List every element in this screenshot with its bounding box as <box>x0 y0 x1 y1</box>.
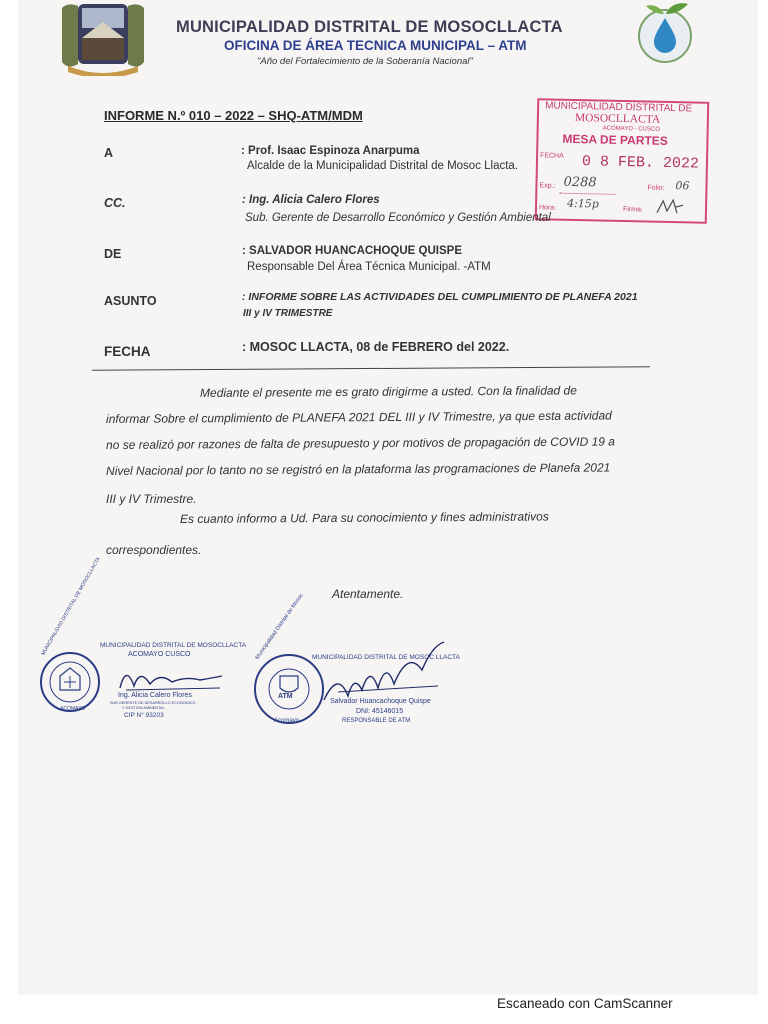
body-paragraph1-line4: Nivel Nacional por lo tanto no se registró en la plataforma las programaciones de Planefa 2021 <box>105 460 611 478</box>
body-paragraph1-line3: no se realizó por razones de falta de presupuesto y por motivos de propagación de COVID 19 a <box>105 434 616 452</box>
field-fecha-value: : MOSOC LLACTA, 08 de FEBRERO del 2022. <box>242 340 510 354</box>
seal-right-header: MUNICIPALIDAD DISTRITAL DE MOSOC LLACTA <box>312 654 460 661</box>
stamp-firma-label: Firma: <box>622 206 643 214</box>
field-de-role: Responsable Del Área Técnica Municipal. -ATM <box>247 261 491 273</box>
stamp-hora-label: Hora: <box>538 204 557 212</box>
stamp-folio-label: Folio: <box>647 184 665 192</box>
signature-left-role2: Y GESTION AMBIENTAL <box>122 706 165 710</box>
signature-right-dni: DNI: 45146015 <box>356 708 404 715</box>
body-paragraph1-line5: III y IV Trimestre. <box>106 492 197 506</box>
field-cc-label: CC. <box>104 196 126 210</box>
header-subtitle: OFICINA DE ÁREA TECNICA MUNICIPAL – ATM <box>224 38 527 53</box>
seal-left-header: MUNICIPALIDAD DISTRITAL DE MOSOCLLACTA <box>100 642 247 649</box>
stamp-exp-value: 0288 <box>563 174 597 191</box>
field-a-role: Alcalde de la Municipalidad Distrital de Mosoc Llacta. <box>247 160 519 172</box>
seal-right-icon <box>252 652 326 726</box>
field-a-name: : Prof. Isaac Espinoza Anarpuma <box>241 145 420 157</box>
field-asunto-line2: III y IV TRIMESTRE <box>243 308 333 319</box>
stamp-folio-value: 06 <box>675 179 690 193</box>
stamp-signature-scribble <box>655 197 685 218</box>
field-fecha-label: FECHA <box>104 344 151 359</box>
stamp-exp-label: Exp.: <box>539 182 556 190</box>
camscanner-watermark: Escaneado con CamScanner <box>497 996 673 1011</box>
report-title: INFORME N.º 010 – 2022 – SHQ-ATM/MDM <box>104 108 363 123</box>
header-title: MUNICIPALIDAD DISTRITAL DE MOSOCLLACTA <box>176 18 563 36</box>
body-paragraph2-line1: Es cuanto informo a Ud. Para su conocimiento y fines administrativos <box>179 509 549 526</box>
seal-right-bottom-text: Acomayo <box>274 718 300 724</box>
field-a-label: A <box>104 146 114 160</box>
municipal-shield-logo <box>58 0 148 76</box>
seal-left-bottom-text: ACOMAYO <box>60 706 86 712</box>
seal-right-center: ATM <box>278 693 293 700</box>
closing-text: Atentamente. <box>332 587 404 601</box>
field-asunto-label: ASUNTO <box>104 294 157 308</box>
header-motto: "Año del Fortalecimiento de la Soberanía Nacional" <box>257 56 473 67</box>
field-cc-name: : Ing. Alicia Calero Flores <box>242 194 380 206</box>
seal-left-ring-text: MUNICIPALIDAD DISTRITAL DE MOSOCLLACTA <box>40 556 102 657</box>
stamp-line4: MESA DE PARTES <box>562 131 668 148</box>
signature-left-name: Ing. Alicia Calero Flores <box>118 692 192 699</box>
stamp-date: 0 8 FEB. 2022 <box>581 153 700 173</box>
signature-left-scribble <box>116 662 226 694</box>
seal-left-icon <box>38 650 102 714</box>
stamp-fecha-label: FECHA <box>540 152 564 160</box>
field-cc-role: Sub. Gerente de Desarrollo Económico y Gestión Ambiental <box>245 212 551 224</box>
signature-block-left <box>38 556 247 726</box>
body-paragraph1-line1: Mediante el presente me es grato dirigirme a usted. Con la finalidad de <box>199 383 577 400</box>
signature-left-role: SUB GERENTE DE DESARROLLO ECONOMICO <box>110 701 196 705</box>
field-de-label: DE <box>104 247 122 261</box>
body-paragraph2-line2: correspondientes. <box>106 543 202 557</box>
stamp-hora-value: 4:15p <box>566 196 599 211</box>
body-paragraph1-line2: informar Sobre el cumplimiento de PLANEFA 2021 DEL III y IV Trimestre, ya que esta actividad <box>105 408 612 426</box>
seal-right-ring-text: Municipalidad Distrital de Mosoc <box>254 592 305 661</box>
field-de-name: : SALVADOR HUANCACHOQUE QUISPE <box>242 245 462 257</box>
stamp-line2: MOSOCLLACTA <box>574 112 661 126</box>
seal-left-sub: ACOMAYO CUSCO <box>128 651 191 658</box>
field-asunto-line1: : INFORME SOBRE LAS ACTIVIDADES DEL CUMPLIMIENTO DE PLANEFA 2021 <box>242 291 638 303</box>
signature-right-role: RESPONSABLE DE ATM <box>342 718 411 724</box>
mesa-de-partes-stamp <box>535 98 710 224</box>
water-drop-logo <box>636 0 694 66</box>
signature-right-name: Salvador Huancachoque Quispe <box>330 698 431 705</box>
stamp-line1: MUNICIPALIDAD DISTRITAL DE <box>545 100 693 115</box>
signature-left-cip: CIP N° 93203 <box>124 712 164 719</box>
stamp-line3: ACOMAYO - CUSCO <box>602 125 660 133</box>
